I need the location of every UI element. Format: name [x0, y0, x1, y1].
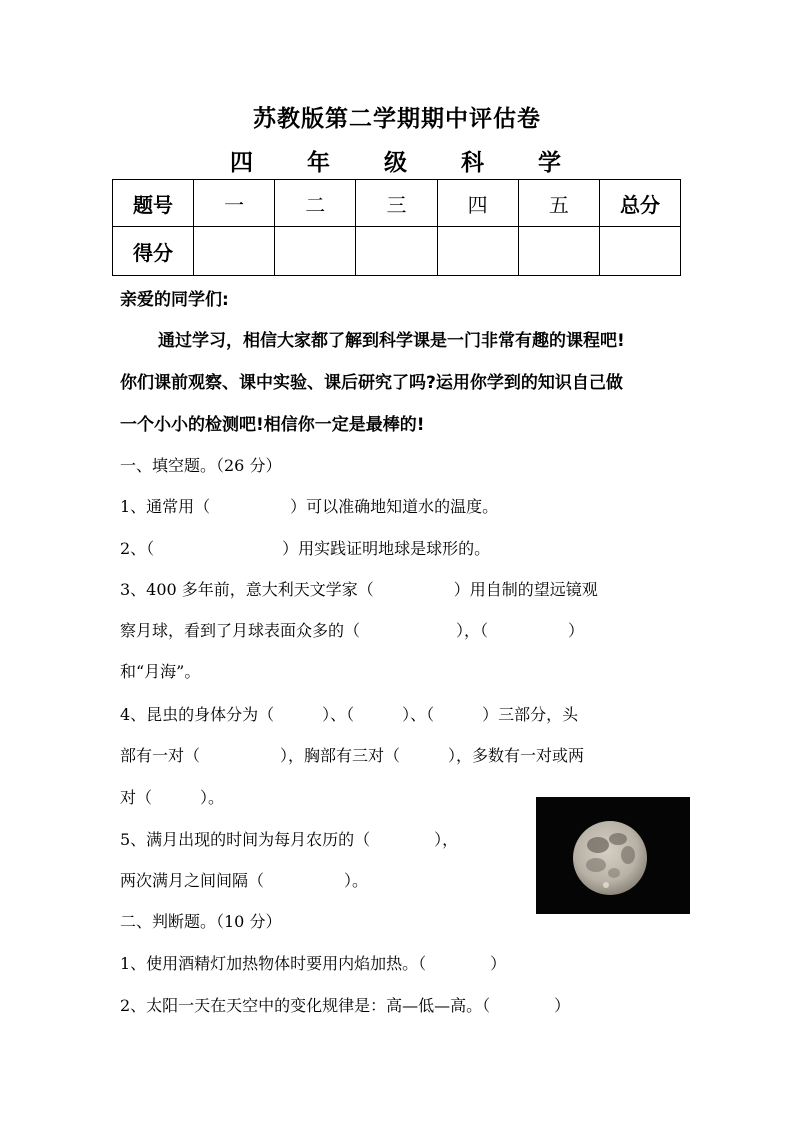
question-1-3-line3: 和“月海”。	[120, 662, 201, 681]
question-1-2: 2、（ ）用实践证明地球是球形的。	[120, 539, 491, 558]
question-2-2: 2、太阳一天在天空中的变化规律是：高—低—高。（ ）	[120, 996, 571, 1015]
score-table	[112, 179, 681, 276]
intro-line-2: 你们课前观察、课中实验、课后研究了吗?运用你学到的知识自己做	[120, 373, 623, 393]
question-2-1: 1、使用酒精灯加热物体时要用内焰加热。（ ）	[120, 954, 507, 973]
question-1-3-line2: 察月球，看到了月球表面众多的（ ），（ ）	[120, 621, 585, 640]
score-cell-q1: 一	[194, 180, 275, 227]
score-input-q4[interactable]	[437, 227, 518, 276]
score-input-q5[interactable]	[518, 227, 599, 276]
intro-line-1: 通过学习，相信大家都了解到科学课是一门非常有趣的课程吧!	[158, 331, 625, 351]
score-input-q1[interactable]	[194, 227, 275, 276]
section2-heading: 二、判断题。（10 分）	[120, 912, 282, 931]
score-cell-label: 题号	[113, 180, 194, 227]
score-cell-q3: 三	[356, 180, 437, 227]
question-1-4-line2: 部有一对（ ），胸部有三对（ ），多数有一对或两	[120, 746, 585, 765]
score-input-q3[interactable]	[356, 227, 437, 276]
page-title: 苏教版第二学期期中评估卷	[253, 106, 541, 132]
question-1-4-line1: 4、昆虫的身体分为（ ）、（ ）、（ ）三部分，头	[120, 705, 579, 724]
score-cell-q5: 五	[518, 180, 599, 227]
full-moon-photo	[536, 797, 690, 914]
question-1-5-line1: 5、满月出现的时间为每月农历的（ ），	[120, 830, 459, 849]
score-input-q2[interactable]	[275, 227, 356, 276]
score-table-score-row	[113, 227, 681, 276]
intro-greeting: 亲爱的同学们:	[120, 290, 229, 310]
question-1-3-line1: 3、400 多年前，意大利天文学家（ ）用自制的望远镜观	[120, 580, 598, 599]
score-row-label: 得分	[113, 227, 194, 276]
score-table-header-row	[113, 180, 681, 227]
question-1-5-line2: 两次满月之间间隔（ ）。	[120, 871, 369, 890]
page-subtitle: 四 年 级 科 学	[229, 150, 585, 176]
score-cell-total: 总分	[600, 180, 681, 227]
moon-icon	[536, 797, 690, 914]
question-1-1: 1、通常用（ ）可以准确地知道水的温度。	[120, 497, 499, 516]
score-input-total[interactable]	[600, 227, 681, 276]
score-cell-q2: 二	[275, 180, 356, 227]
section1-heading: 一、填空题。（26 分）	[120, 456, 282, 475]
question-1-4-line3: 对（ ）。	[120, 788, 225, 807]
intro-line-3: 一个小小的检测吧!相信你一定是最棒的!	[120, 415, 425, 435]
score-cell-q4: 四	[437, 180, 518, 227]
